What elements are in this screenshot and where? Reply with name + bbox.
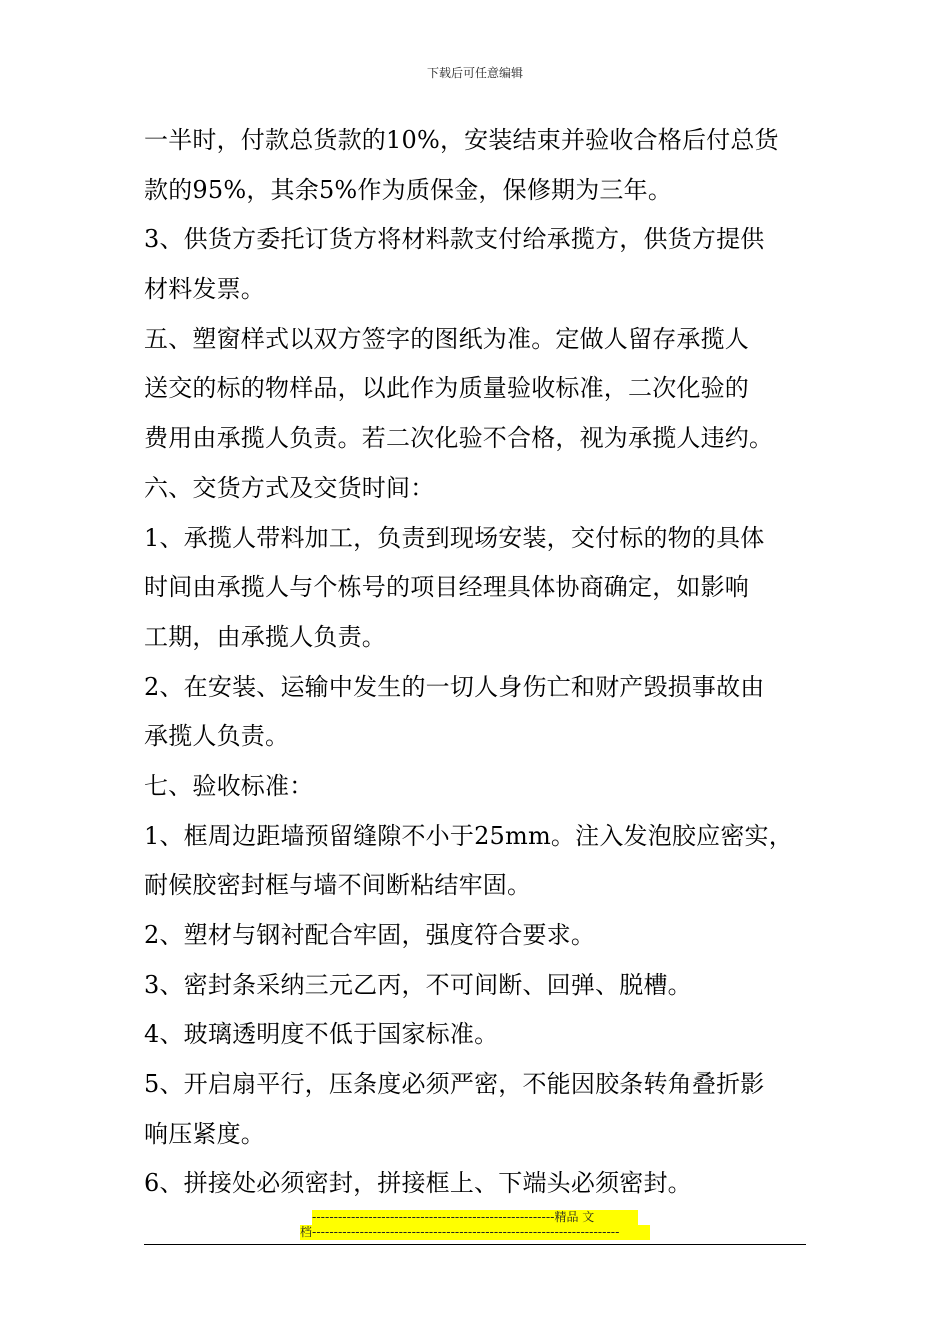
- text-line: 承揽人负责。: [144, 722, 290, 751]
- text-line: 一半时，付款总货款的10%，安装结束并验收合格后付总货: [144, 126, 779, 154]
- text-line: 七、验收标准：: [144, 771, 314, 800]
- text-line: 1、框周边距墙预留缝隙不小于25mm。注入发泡胶应密实，: [144, 821, 793, 850]
- text-line: 响压紧度。: [144, 1119, 265, 1148]
- text-line: 工期，由承揽人负责。: [144, 622, 386, 651]
- text-line: 时间由承揽人与个栋号的项目经理具体协商确定，如影响: [144, 573, 749, 602]
- text-line: 2、在安装、运输中发生的一切人身伤亡和财产毁损事故由: [144, 672, 765, 701]
- text-line: 送交的标的物样品，以此作为质量验收标准，二次化验的: [144, 374, 749, 403]
- text-line: 3、供货方委托订货方将材料款支付给承揽方，供货方提供: [144, 225, 765, 254]
- text-line: 3、密封条采纳三元乙丙，不可间断、回弹、脱槽。: [144, 970, 692, 999]
- page-header: 下载后可任意编辑: [426, 66, 523, 80]
- text-line: 5、开启扇平行，压条度必须严密，不能因胶条转角叠折影: [144, 1070, 765, 1099]
- text-line: 2、塑材与钢衬配合牢固，强度符合要求。: [144, 921, 596, 949]
- text-line: 六、交货方式及交货时间：: [144, 473, 435, 502]
- footer-banner: [300, 1210, 650, 1240]
- text-line: 耐候胶密封框与墙不间断粘结牢固。: [144, 871, 532, 900]
- text-line: 费用由承揽人负责。若二次化验不合格，视为承揽人违约。: [144, 424, 774, 453]
- footer-line: 档-----------------------------------------------------------------------: [300, 1225, 650, 1240]
- text-line: 1、承揽人带料加工，负责到现场安装，交付标的物的具体: [144, 523, 765, 552]
- text-line: 材料发票。: [144, 275, 265, 304]
- text-line: 五、塑窗样式以双方签字的图纸为准。定做人留存承揽人: [144, 324, 749, 353]
- footer-divider: [144, 1244, 806, 1245]
- text-line: 款的95%，其余5%作为质保金，保修期为三年。: [144, 175, 673, 204]
- text-line: 4、玻璃透明度不低于国家标准。: [144, 1020, 499, 1049]
- text-line: 6、拼接处必须密封，拼接框上、下端头必须密封。: [144, 1169, 692, 1198]
- document-body: [144, 116, 812, 1209]
- footer-line: --------------------------------------------------------精品 文: [312, 1210, 638, 1225]
